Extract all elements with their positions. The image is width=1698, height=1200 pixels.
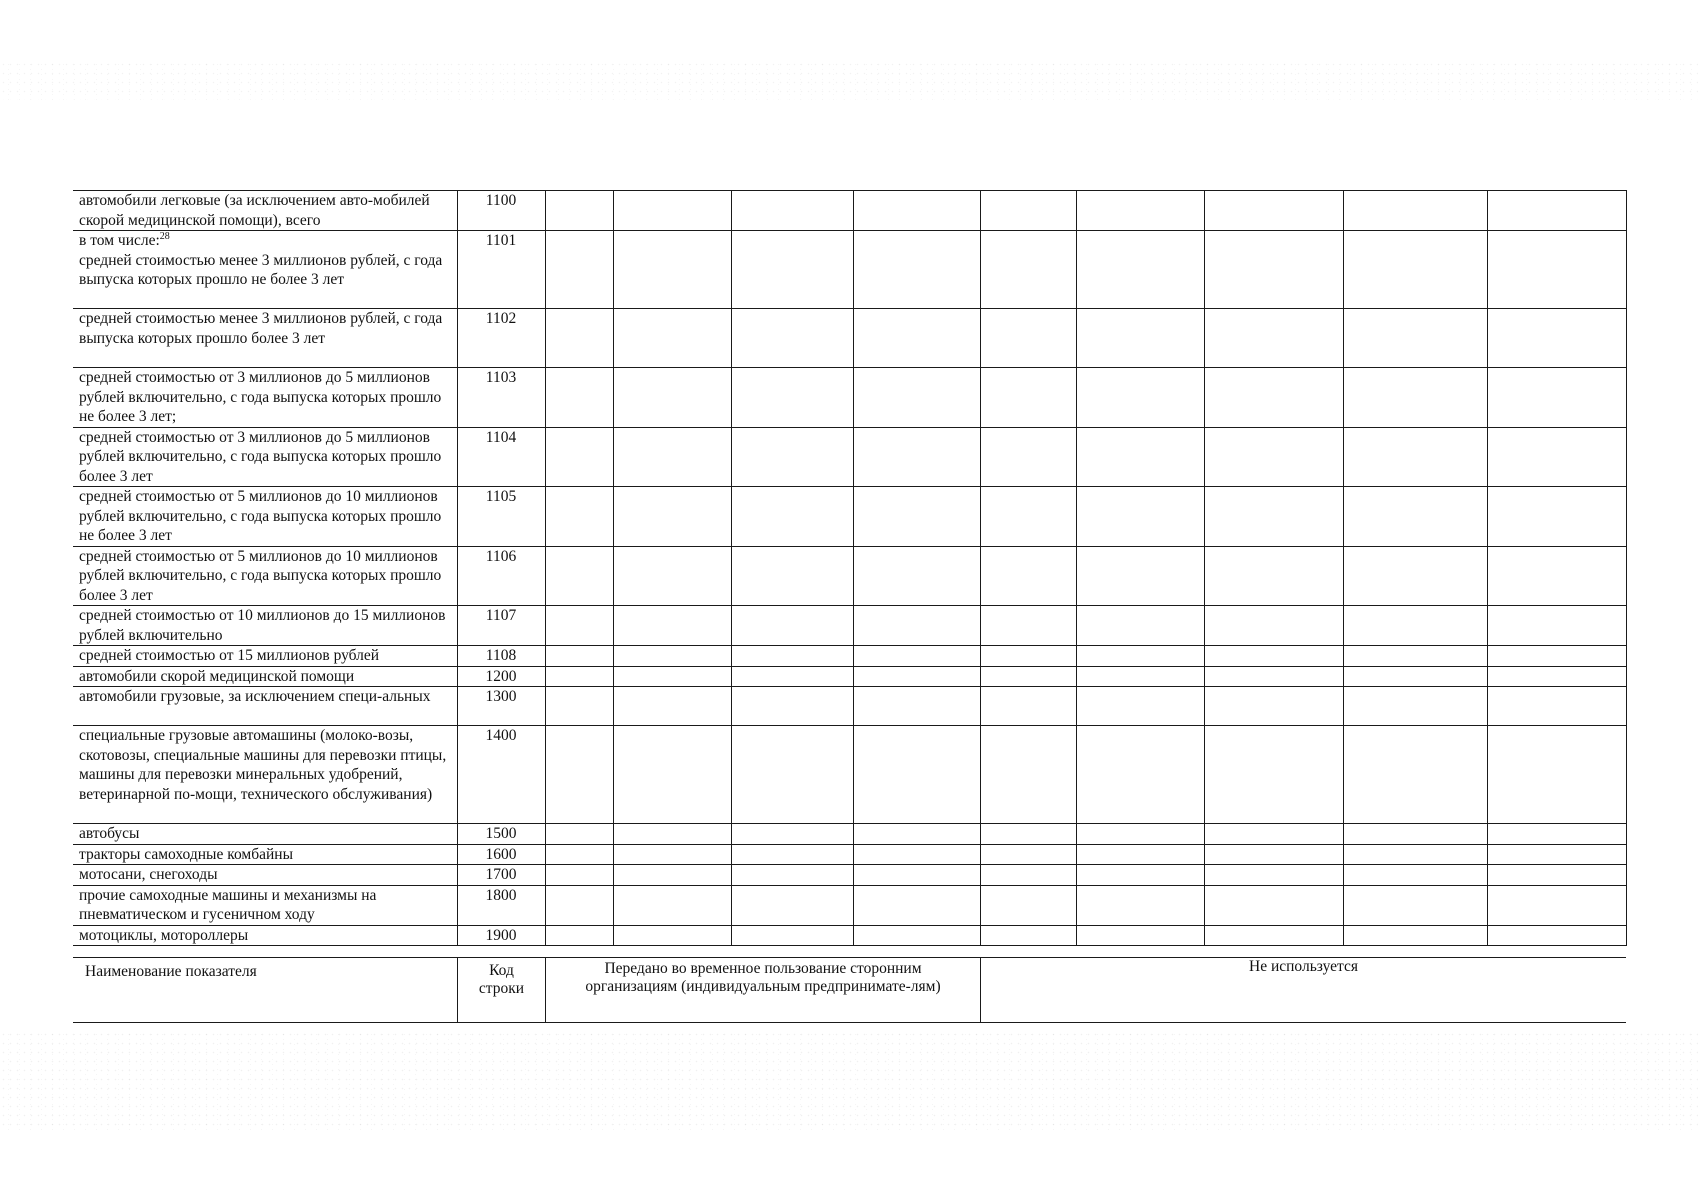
empty-value-cell <box>1076 606 1204 646</box>
empty-value-cell <box>1487 726 1626 824</box>
empty-value-cell <box>1204 427 1343 487</box>
footnote-ref: 28 <box>159 230 170 242</box>
empty-value-cell <box>853 844 980 865</box>
row-name-cell <box>73 925 457 946</box>
row-name-text: специальные грузовые автомашины (молоко-возы, скотовозы, специальные машины для перевозки птицы, машины для перевозки минеральных удобрений, ветеринарной по-мощи, технического обслуживания) <box>79 727 447 803</box>
empty-value-cell <box>1487 606 1626 646</box>
empty-value-cell <box>545 427 613 487</box>
empty-value-cell <box>545 925 613 946</box>
row-name-cell <box>73 368 457 428</box>
table-row <box>73 865 1626 886</box>
empty-value-cell <box>545 687 613 726</box>
table-row <box>73 666 1626 687</box>
table-row <box>73 925 1626 946</box>
table-row <box>73 726 1626 824</box>
table-row <box>73 191 1626 231</box>
empty-value-cell <box>1204 309 1343 368</box>
row-name-text: мотосани, снегоходы <box>79 866 218 883</box>
table-row <box>73 687 1626 726</box>
vehicle-table <box>73 190 1627 946</box>
empty-value-cell <box>1487 844 1626 865</box>
empty-value-cell <box>853 885 980 925</box>
row-code-cell: 1103 <box>457 368 545 428</box>
empty-value-cell <box>1343 368 1487 428</box>
empty-value-cell <box>545 865 613 886</box>
table-row <box>73 546 1626 606</box>
empty-value-cell <box>613 885 731 925</box>
row-name-cell <box>73 687 457 726</box>
row-name-cell <box>73 646 457 667</box>
scan-noise-bottom <box>0 1030 1698 1130</box>
empty-value-cell <box>1204 646 1343 667</box>
empty-value-cell <box>1204 546 1343 606</box>
empty-value-cell <box>613 865 731 886</box>
empty-value-cell <box>980 687 1076 726</box>
row-name-text: средней стоимостью от 5 миллионов до 10 миллионов рублей включительно, с года выпуска которых прошло более 3 лет <box>79 547 442 604</box>
row-code-cell: 1300 <box>457 687 545 726</box>
empty-value-cell <box>1076 687 1204 726</box>
row-name-text: автомобили грузовые, за исключением специ-альных <box>79 688 431 705</box>
empty-value-cell <box>1343 546 1487 606</box>
empty-value-cell <box>1343 824 1487 845</box>
row-name-text: средней стоимостью от 10 миллионов до 15 миллионов рублей включительно <box>79 607 446 644</box>
empty-value-cell <box>1343 646 1487 667</box>
row-name-cell <box>73 824 457 845</box>
empty-value-cell <box>853 646 980 667</box>
empty-value-cell <box>731 231 853 309</box>
empty-value-cell <box>853 191 980 231</box>
empty-value-cell <box>980 427 1076 487</box>
empty-value-cell <box>545 824 613 845</box>
empty-value-cell <box>545 606 613 646</box>
empty-value-cell <box>1487 646 1626 667</box>
row-name-cell <box>73 726 457 824</box>
empty-value-cell <box>853 309 980 368</box>
empty-value-cell <box>1487 865 1626 886</box>
empty-value-cell <box>1204 487 1343 547</box>
empty-value-cell <box>731 666 853 687</box>
empty-value-cell <box>1343 309 1487 368</box>
empty-value-cell <box>1076 824 1204 845</box>
empty-value-cell <box>980 309 1076 368</box>
empty-value-cell <box>980 606 1076 646</box>
header-code-line1: Код <box>489 962 514 979</box>
empty-value-cell <box>613 368 731 428</box>
row-code-cell: 1104 <box>457 427 545 487</box>
empty-value-cell <box>613 666 731 687</box>
row-code-cell: 1700 <box>457 865 545 886</box>
row-code-cell: 1107 <box>457 606 545 646</box>
row-name-text: автомобили легковые (за исключением авто-мобилей скорой медицинской помощи), всего <box>79 192 430 229</box>
empty-value-cell <box>731 191 853 231</box>
empty-value-cell <box>1204 726 1343 824</box>
empty-value-cell <box>1487 427 1626 487</box>
empty-value-cell <box>613 844 731 865</box>
row-name-cell <box>73 231 457 309</box>
empty-value-cell <box>545 231 613 309</box>
empty-value-cell <box>980 646 1076 667</box>
row-name-text: средней стоимостью от 15 миллионов рублей <box>79 647 380 664</box>
empty-value-cell <box>545 191 613 231</box>
empty-value-cell <box>980 191 1076 231</box>
empty-value-cell <box>613 546 731 606</box>
empty-value-cell <box>545 546 613 606</box>
empty-value-cell <box>1343 231 1487 309</box>
row-name-cell <box>73 546 457 606</box>
empty-value-cell <box>613 606 731 646</box>
row-name-cell <box>73 865 457 886</box>
empty-value-cell <box>1343 925 1487 946</box>
empty-value-cell <box>1204 606 1343 646</box>
row-code-cell: 1500 <box>457 824 545 845</box>
empty-value-cell <box>731 824 853 845</box>
empty-value-cell <box>853 865 980 886</box>
empty-value-cell <box>1343 487 1487 547</box>
empty-value-cell <box>1076 487 1204 547</box>
row-name-prefix: в том числе: <box>79 232 160 249</box>
table-row <box>73 606 1626 646</box>
empty-value-cell <box>1204 824 1343 845</box>
empty-value-cell <box>853 726 980 824</box>
empty-value-cell <box>853 368 980 428</box>
empty-value-cell <box>1076 925 1204 946</box>
empty-value-cell <box>1343 666 1487 687</box>
empty-value-cell <box>1487 666 1626 687</box>
empty-value-cell <box>731 546 853 606</box>
empty-value-cell <box>613 925 731 946</box>
empty-value-cell <box>731 606 853 646</box>
empty-value-cell <box>853 687 980 726</box>
empty-value-cell <box>613 427 731 487</box>
empty-value-cell <box>731 726 853 824</box>
row-name-text: средней стоимостью от 3 миллионов до 5 миллионов рублей включительно, с года выпуска которых прошло более 3 лет <box>79 428 442 485</box>
header-transferred-cell: Передано во временное пользование сторонним организациям (индивидуальным предпринимате-лям) <box>545 958 980 1022</box>
header-unused-cell: Не используется <box>980 958 1626 1022</box>
empty-value-cell <box>853 824 980 845</box>
empty-value-cell <box>1076 844 1204 865</box>
empty-value-cell <box>980 666 1076 687</box>
empty-value-cell <box>1487 687 1626 726</box>
table-row <box>73 487 1626 547</box>
empty-value-cell <box>545 726 613 824</box>
empty-value-cell <box>853 546 980 606</box>
empty-value-cell <box>853 231 980 309</box>
header-code-cell <box>457 958 545 1022</box>
header-name-cell: Наименование показателя <box>85 963 257 980</box>
table-row <box>73 646 1626 667</box>
empty-value-cell <box>731 925 853 946</box>
row-code-cell: 1102 <box>457 309 545 368</box>
empty-value-cell <box>1487 487 1626 547</box>
row-code-cell: 1800 <box>457 885 545 925</box>
empty-value-cell <box>731 646 853 667</box>
row-code-cell: 1106 <box>457 546 545 606</box>
empty-value-cell <box>613 824 731 845</box>
empty-value-cell <box>613 646 731 667</box>
row-name-text: мотоциклы, мотороллеры <box>79 926 249 944</box>
empty-value-cell <box>853 925 980 946</box>
empty-value-cell <box>1343 865 1487 886</box>
table-row <box>73 231 1626 309</box>
empty-value-cell <box>1204 687 1343 726</box>
table-row <box>73 309 1626 368</box>
empty-value-cell <box>1204 885 1343 925</box>
empty-value-cell <box>1343 687 1487 726</box>
empty-value-cell <box>980 844 1076 865</box>
empty-value-cell <box>980 726 1076 824</box>
row-name-text: средней стоимостью от 5 миллионов до 10 миллионов рублей включительно, с года выпуска которых прошло не более 3 лет <box>79 488 442 544</box>
row-code-cell: 1101 <box>457 231 545 309</box>
empty-value-cell <box>1204 666 1343 687</box>
header-code-line2: строки <box>478 980 525 997</box>
table-row <box>73 844 1626 865</box>
empty-value-cell <box>1343 885 1487 925</box>
row-name-cell <box>73 606 457 646</box>
table-row <box>73 824 1626 845</box>
empty-value-cell <box>613 191 731 231</box>
empty-value-cell <box>1076 309 1204 368</box>
row-name-cell <box>73 427 457 487</box>
row-name-text: средней стоимостью от 3 миллионов до 5 миллионов рублей включительно, с года выпуска которых прошло не более 3 лет; <box>79 369 442 425</box>
empty-value-cell <box>731 865 853 886</box>
empty-value-cell <box>613 726 731 824</box>
table-row <box>73 368 1626 428</box>
table-header <box>73 957 1626 1023</box>
empty-value-cell <box>1487 885 1626 925</box>
empty-value-cell <box>545 666 613 687</box>
empty-value-cell <box>545 487 613 547</box>
empty-value-cell <box>613 487 731 547</box>
row-code-cell: 1108 <box>457 646 545 667</box>
empty-value-cell <box>980 925 1076 946</box>
empty-value-cell <box>1204 925 1343 946</box>
empty-value-cell <box>853 606 980 646</box>
empty-value-cell <box>1343 191 1487 231</box>
empty-value-cell <box>1343 726 1487 824</box>
empty-value-cell <box>1204 231 1343 309</box>
empty-value-cell <box>1076 646 1204 667</box>
empty-value-cell <box>980 487 1076 547</box>
row-code-cell: 1900 <box>457 925 545 946</box>
empty-value-cell <box>731 368 853 428</box>
empty-value-cell <box>545 309 613 368</box>
empty-value-cell <box>1487 309 1626 368</box>
empty-value-cell <box>853 427 980 487</box>
empty-value-cell <box>545 885 613 925</box>
table-row <box>73 427 1626 487</box>
row-name-cell <box>73 487 457 547</box>
empty-value-cell <box>853 666 980 687</box>
row-name-cell <box>73 666 457 687</box>
row-name-cell <box>73 309 457 368</box>
empty-value-cell <box>980 865 1076 886</box>
empty-value-cell <box>1343 844 1487 865</box>
empty-value-cell <box>545 844 613 865</box>
empty-value-cell <box>731 885 853 925</box>
empty-value-cell <box>980 368 1076 428</box>
empty-value-cell <box>1076 231 1204 309</box>
empty-value-cell <box>1204 844 1343 865</box>
empty-value-cell <box>980 824 1076 845</box>
empty-value-cell <box>731 844 853 865</box>
empty-value-cell <box>1487 231 1626 309</box>
empty-value-cell <box>1487 925 1626 946</box>
empty-value-cell <box>1076 427 1204 487</box>
row-name-text: автомобили скорой медицинской помощи <box>79 667 355 685</box>
empty-value-cell <box>1076 885 1204 925</box>
empty-value-cell <box>1076 191 1204 231</box>
row-name-cell <box>73 844 457 865</box>
row-name-text: средней стоимостью менее 3 миллионов рублей, с года выпуска которых прошло более 3 лет <box>79 310 443 347</box>
empty-value-cell <box>1076 546 1204 606</box>
empty-value-cell <box>1343 606 1487 646</box>
row-code-cell: 1600 <box>457 844 545 865</box>
empty-value-cell <box>731 309 853 368</box>
empty-value-cell <box>1076 865 1204 886</box>
empty-value-cell <box>545 368 613 428</box>
empty-value-cell <box>613 231 731 309</box>
row-name-cell <box>73 191 457 231</box>
empty-value-cell <box>1487 824 1626 845</box>
empty-value-cell <box>1204 191 1343 231</box>
empty-value-cell <box>853 487 980 547</box>
row-name-text: тракторы самоходные комбайны <box>79 845 293 863</box>
row-name-text: прочие самоходные машины и механизмы на пневматическом и гусеничном ходу <box>79 886 377 923</box>
empty-value-cell <box>1204 368 1343 428</box>
empty-value-cell <box>1487 546 1626 606</box>
empty-value-cell <box>980 546 1076 606</box>
empty-value-cell <box>980 231 1076 309</box>
empty-value-cell <box>1076 368 1204 428</box>
row-code-cell: 1105 <box>457 487 545 547</box>
empty-value-cell <box>731 427 853 487</box>
empty-value-cell <box>545 646 613 667</box>
row-code-cell: 1200 <box>457 666 545 687</box>
empty-value-cell <box>613 687 731 726</box>
row-name-text: средней стоимостью менее 3 миллионов рублей, с года выпуска которых прошло не более 3 лет <box>79 251 443 288</box>
row-code-cell: 1100 <box>457 191 545 231</box>
empty-value-cell <box>1343 427 1487 487</box>
empty-value-cell <box>1487 191 1626 231</box>
row-name-cell <box>73 885 457 925</box>
scan-noise-top <box>0 60 1698 100</box>
empty-value-cell <box>613 309 731 368</box>
empty-value-cell <box>731 487 853 547</box>
row-code-cell: 1400 <box>457 726 545 824</box>
empty-value-cell <box>1076 726 1204 824</box>
empty-value-cell <box>1076 666 1204 687</box>
row-name-text: автобусы <box>79 825 140 842</box>
empty-value-cell <box>980 885 1076 925</box>
empty-value-cell <box>1204 865 1343 886</box>
table-row <box>73 885 1626 925</box>
empty-value-cell <box>1487 368 1626 428</box>
empty-value-cell <box>731 687 853 726</box>
